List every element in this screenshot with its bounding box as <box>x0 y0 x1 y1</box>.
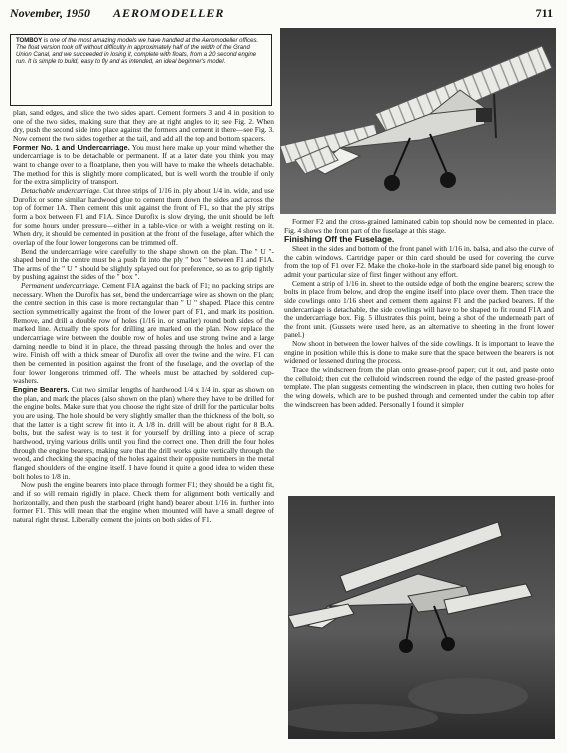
caption-lead: TOMBOY <box>16 38 43 44</box>
paragraph: Cement a strip of 1/16 in. sheet to the outside edge of both the engine bearers; screw the bolts in place from below, and drop the engine itself into place over them. Then trace the side cowlings onto 1/16 sheet and cement them against F1 and the packed bearers. If the undercarriage is detachable, the side cowlings will have to be shaped to fit round F1A and the undercarriage box. Fig. 5 illustrates this point, being a shot of the underneath part of the front unit. (Gussets were used here, as an alternative to sheeting in the front lower panel.) <box>284 278 554 340</box>
section-heading: Finishing Off the Fuselage. <box>284 234 395 245</box>
subheading: Permanent undercarriage. <box>21 281 100 291</box>
section-heading: Engine Bearers. <box>13 385 70 394</box>
section-heading: Former No. 1 and Undercarriage. <box>13 142 130 152</box>
tomboy-photo-top <box>280 28 556 214</box>
paragraph: plan, sand edges, and slice the two sides apart. Cement formers 3 and 4 in position to one of the two sides, making sure that they are at right angles to it; see Fig. 2. When dry, push the second side into place against the formers and cement it there—see Fig. 3. Now cement the two sides together at the tail, and add all the top and bottom spacers. <box>13 108 274 143</box>
subheading: Detachable undercarriage. <box>21 185 102 195</box>
tomboy-photo-bottom <box>288 496 555 739</box>
model-plane-image-bottom <box>288 496 555 739</box>
page-number: 711 <box>535 6 553 20</box>
paragraph: Cut two similar lengths of hardwood 1/4 x 1/4 in. spar as shown on the plan, and mark the places (also shown on the plan) where they have to be drilled for the engine bolts. Make sure that you choose the right size of drill for the particular bolts you are using. The hole should be very slightly smaller than the thickness of the bolt, so that the latter is a tight screw fit into it. A 1/8 in. drill will be about right for 8 B.A. bolts, but the safest way is to test it for yourself by drilling into a piece of scrap hardwood, trying various drills until you find the correct one. Then drill the four holes through the engine bearers, making sure that the drill works quite vertically through the wood, and checking the spacing of the holes against their opposite numbers in the metal flanged shoulders of the engine itself. I have found it quite a good idea to widen these bolt holes to 1/8 in. <box>13 385 274 481</box>
caption-text: is one of the most amazing models we have handled at the Aeromodeller offices. The float version took off without difficulty in approximately half of the width of the Grand Union Canal, and we succeeded in losing it, complete with floats, from a 20 second engine run. It is simple to build, easy to fly and as intended, an ideal beginner's model. <box>16 38 259 65</box>
text-column-left <box>13 109 274 525</box>
paragraph: Former F2 and the cross-grained laminated cabin top should now be cemented in place. Fig. 4 shows the front part of the fuselage at this stage. <box>284 217 554 235</box>
paragraph: Sheet in the sides and bottom of the front panel with 1/16 in. balsa, and also the curve of the cabin windows. Cartridge paper or thin card should be used for covering the curve from the top of F1 over F2. Make the choke-hole in the starboard side panel big enough to admit your particular size of first finger without any effort. <box>284 243 554 279</box>
photo-caption-box <box>10 34 272 106</box>
paragraph: Cement F1A against the back of F1; no packing strips are necessary. When the Durofix has set, bend the undercarriage wire as shown on the plan; the centre section in this case is more rectangular than " U " shaped. Place this centre section symmetrically against the front of the lower part of F1, and mark its position. Remove, and drill a double row of holes (1/16 in. or smaller) round both sides of the marked line. Actually the spots for drilling are marked on the plan. Now replace the undercarriage wire between the double row of holes and use strong twine and a large darning needle to bind it in place, the thread passing through the holes and over the wire. Finish off with a thick smear of Durofix all over the twine and the wire. F1 can then be cemented in position against the front of the fuselage, and the overlap of the four lower longerons trimmed off. The wheels must be attached by soldered cup-washers. <box>13 281 274 386</box>
issue-date: November, 1950 <box>10 6 90 20</box>
paragraph: You must here make up your mind whether the undercarriage is to be detachable or permanent. If at a later date you think you may want to change over to a floatplane, then you will have to make the wheels detachable. The method for this is slightly more complicated, but is well worth the trouble if only for the extra simplicity of transport. <box>13 142 275 187</box>
paragraph: Now push the engine bearers into place through former F1; they should be a tight fit, and if so will remain rigidly in place. Check them for alignment both vertically and horizontally, and then push the starboard (right hand) bearer about 1/16 in. further into former F1. This will mean that the engine when mounted will have a small degree of natural right thrust. Liberally cement the joints on both sides of F1. <box>13 480 274 524</box>
magazine-title: AEROMODELLER <box>113 6 225 20</box>
model-plane-image-top <box>280 28 556 214</box>
paragraph: Now shoot in between the lower halves of the side cowlings. It is important to leave the engine in position while this is done to make sure that the space between the bearers is not widened or lessened during the process. <box>284 339 554 366</box>
text-column-right <box>284 218 554 409</box>
page-header <box>10 6 553 22</box>
paragraph: Cut three strips of 1/16 in. ply about 1/4 in. wide, and use Durofix or some similar hardwood glue to cement them down the sides and across the top of former 1A. Then cement this unit against the front of F1, so that the ply strips form a box between F1 and F1A. Since Durofix is slow drying, the unit should be left for some hours under pressure—either in a table-vice or with a weight resting on it. When dry, it should be cemented in position at the front of the fuselage, after which the overlap of the four lower longerons can be trimmed off. <box>13 185 274 247</box>
paragraph: Bend the undercarriage wire carefully to the shape shown on the plan. The " U "-shaped bend in the centre must be a push fit into the ply " box " between F1 and F1A. The arms of the " U " should be slightly splayed out for preference, so as to grip tightly by pushing against the sides of the " box ". <box>13 246 274 282</box>
paragraph: Trace the windscreen from the plan onto grease-proof paper; cut it out, and paste onto the celluloid; then cut the celluloid windscreen round the edge of the pasted grease-proof template. The plan suggests cementing the windscreen in place, then cutting two holes for the wing dowels, which are to be pushed through and cemented under the cabin top after the windscreen has been added. Personally I found it simpler <box>284 365 554 409</box>
